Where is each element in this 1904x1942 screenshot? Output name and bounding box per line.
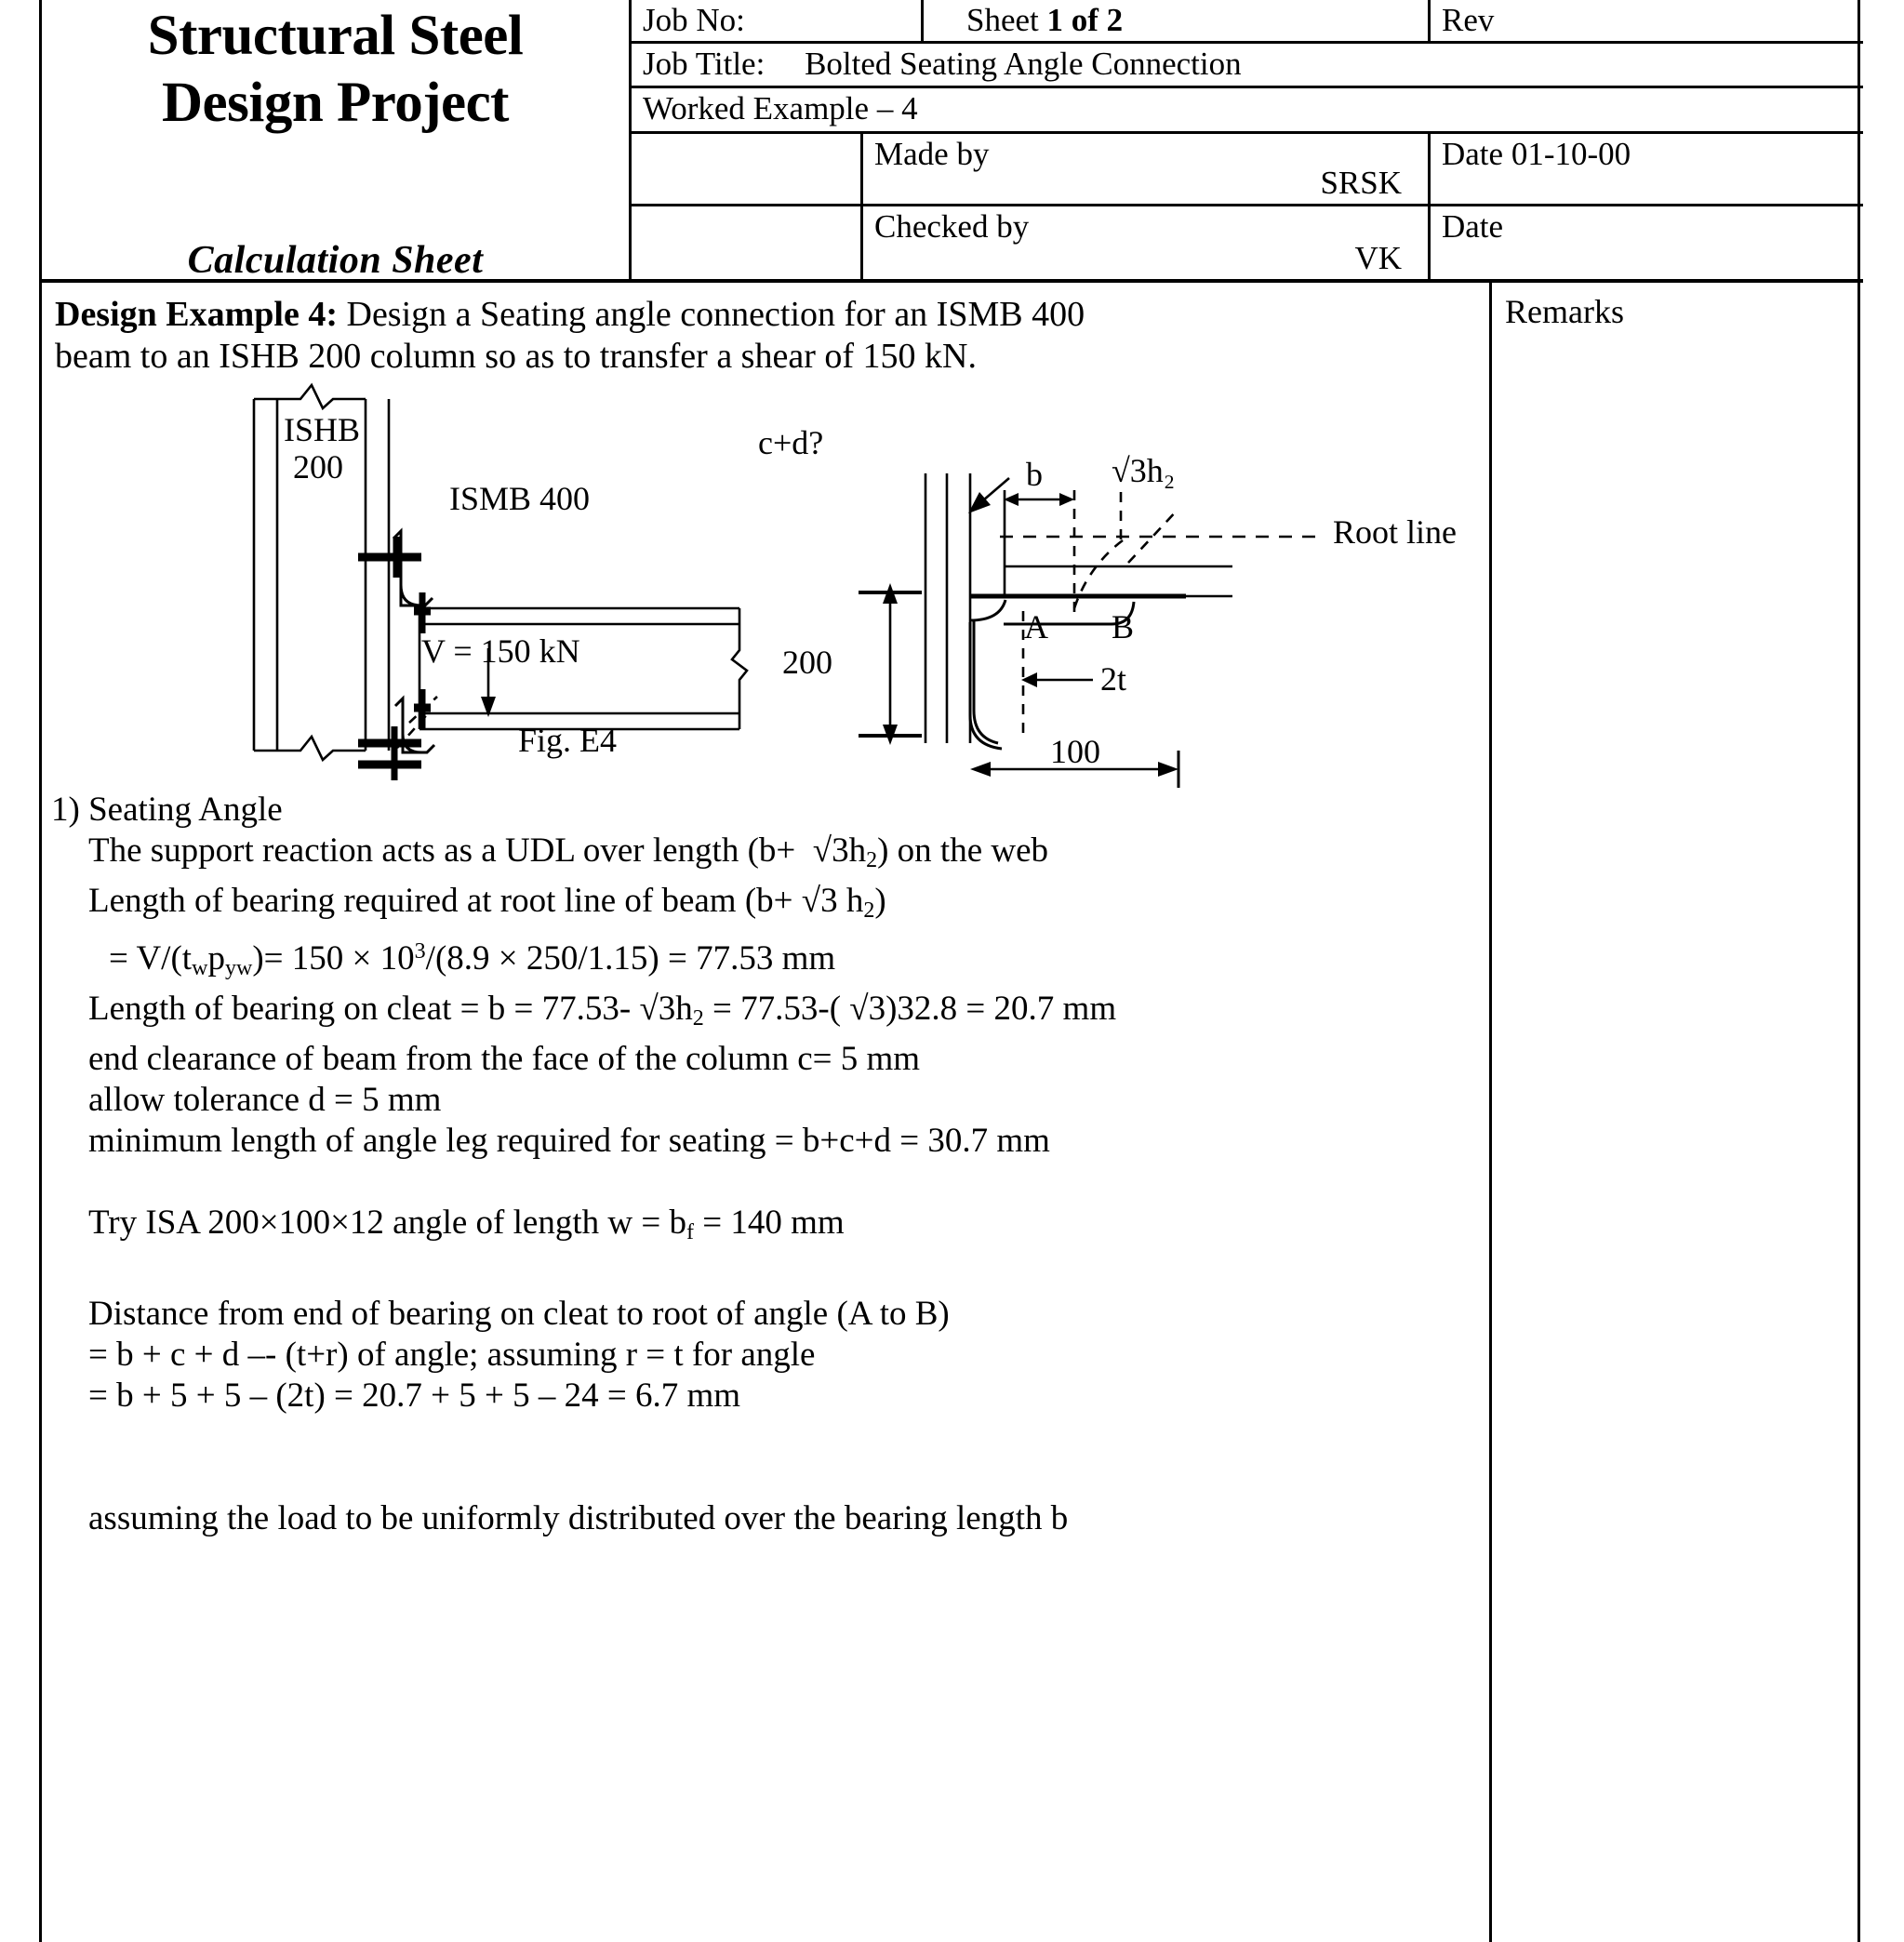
- sheet-label: Sheet: [966, 2, 1039, 38]
- b-dimension-label: b: [1026, 456, 1043, 493]
- shear-label: V = 150 kN: [421, 632, 580, 670]
- calc-line-udl: The support reaction acts as a UDL over length $(b+ √3h_2)$ on the web: [88, 831, 1049, 872]
- remarks-column: [1489, 283, 1863, 1942]
- job-title-value: Bolted Seating Angle Connection: [805, 46, 1242, 82]
- problem-line2: beam to an ISHB 200 column so as to transfer a shear of 150 kN.: [55, 337, 977, 376]
- dim-2t-label: 2t: [1100, 660, 1127, 698]
- sheet-number-cell: [924, 0, 1431, 44]
- c-plus-d-label: c+d?: [758, 424, 824, 461]
- date-made-value: Date 01-10-00: [1431, 134, 1863, 206]
- point-b-label: B: [1112, 608, 1135, 645]
- made-by-value: SRSK: [1320, 165, 1402, 201]
- worked-example-label: Worked Example – 4: [632, 88, 1863, 134]
- beam-label: ISMB 400: [449, 480, 591, 517]
- checked-by-cell: [863, 206, 1431, 279]
- job-title-cell: [632, 44, 1863, 88]
- remarks-label: Remarks: [1505, 293, 1624, 330]
- figure-e4: [181, 380, 1484, 790]
- calc-spacer-1: [42, 1162, 1489, 1203]
- calc-line-distance-formula: = b + c + d –- (t+r) of angle; assuming r = t for angle: [88, 1336, 816, 1375]
- problem-bold-prefix: Design Example 4:: [55, 295, 338, 334]
- checked-by-label: Checked by: [874, 208, 1030, 245]
- calc-line-distance-value: = b + 5 + 5 – (2t) = 20.7 + 5 + 5 – 24 = 6.7 mm: [88, 1377, 741, 1416]
- figure-caption: Fig. E4: [518, 722, 618, 759]
- calc-line-tolerance: allow tolerance d = 5 mm: [88, 1081, 442, 1120]
- job-no-label: Job No:: [632, 0, 924, 44]
- header-spacer-cell-2: [632, 206, 863, 279]
- header-title-block: [42, 0, 632, 282]
- sheet-body: [42, 279, 1863, 1942]
- header-spacer-cell: [632, 134, 863, 206]
- root-line-label: Root line: [1333, 513, 1457, 551]
- rev-label: Rev: [1431, 0, 1863, 44]
- calc-line-end-clearance: end clearance of beam from the face of the column c= 5 mm: [88, 1040, 921, 1079]
- calc-line-bearing-root: Length of bearing required at root line of beam (b+ √3 $h_2$): [88, 882, 886, 923]
- point-a-label: A: [1024, 608, 1048, 645]
- calculation-sheet-label: Calculation Sheet: [187, 239, 484, 282]
- problem-line1-rest: Design a Seating angle connection for an ISMB 400: [338, 295, 1085, 334]
- calc-line-distance-ab: Distance from end of bearing on cleat to root of angle (A to B): [88, 1295, 950, 1334]
- made-by-cell: [863, 134, 1431, 206]
- sqrt3h2-label: √3h₂: [1112, 452, 1176, 489]
- sheet-value: 1 of 2: [1046, 2, 1124, 38]
- problem-statement: [42, 283, 1489, 378]
- column-label-line1: ISHB: [284, 411, 361, 448]
- calc-line-assuming-udl: assuming the load to be uniformly distributed over the bearing length b: [88, 1499, 1069, 1538]
- date-checked-label: Date: [1442, 208, 1504, 245]
- header-info-table: [632, 0, 1863, 279]
- sheet-header: [42, 0, 1863, 282]
- job-title-label: Job Title:: [643, 46, 766, 82]
- calc-spacer-3: [42, 1417, 1489, 1457]
- calc-heading: 1) Seating Angle: [51, 791, 283, 829]
- calc-line-bearing-cleat: Length of bearing on cleat = b = 77.53- $√3h_2 = 77.53-$( √3)32.8 = 20.7 mm: [88, 990, 1117, 1031]
- calculation-text-block: [42, 790, 1489, 1539]
- calc-line-min-leg: minimum length of angle leg required for seating = b+c+d = 30.7 mm: [88, 1122, 1050, 1161]
- column-label-line2: 200: [293, 448, 343, 486]
- dim-100-label: 100: [1050, 733, 1100, 770]
- dim-200-label: 200: [782, 644, 832, 681]
- checked-by-value: VK: [1354, 240, 1402, 276]
- project-title-line1: Structural Steel: [147, 5, 524, 67]
- calc-spacer-2: [42, 1253, 1489, 1294]
- calculation-column: [42, 283, 1489, 1942]
- made-by-label: Made by: [874, 136, 990, 172]
- calc-spacer-4: [42, 1457, 1489, 1498]
- figure-e4-drawing: [181, 380, 1484, 790]
- calculation-sheet-page: [39, 0, 1860, 1942]
- calc-line-try-isa: Try ISA 200×100×12 angle of length $w = b_f = 140$ mm: [88, 1204, 845, 1245]
- project-title-line2: Design Project: [162, 72, 509, 134]
- calc-line-bearing-value: = $V/(t_wp_{yw})= 150 \times 10^3/(8.9 \times 250/1.15) = 77.53$ mm: [109, 939, 836, 981]
